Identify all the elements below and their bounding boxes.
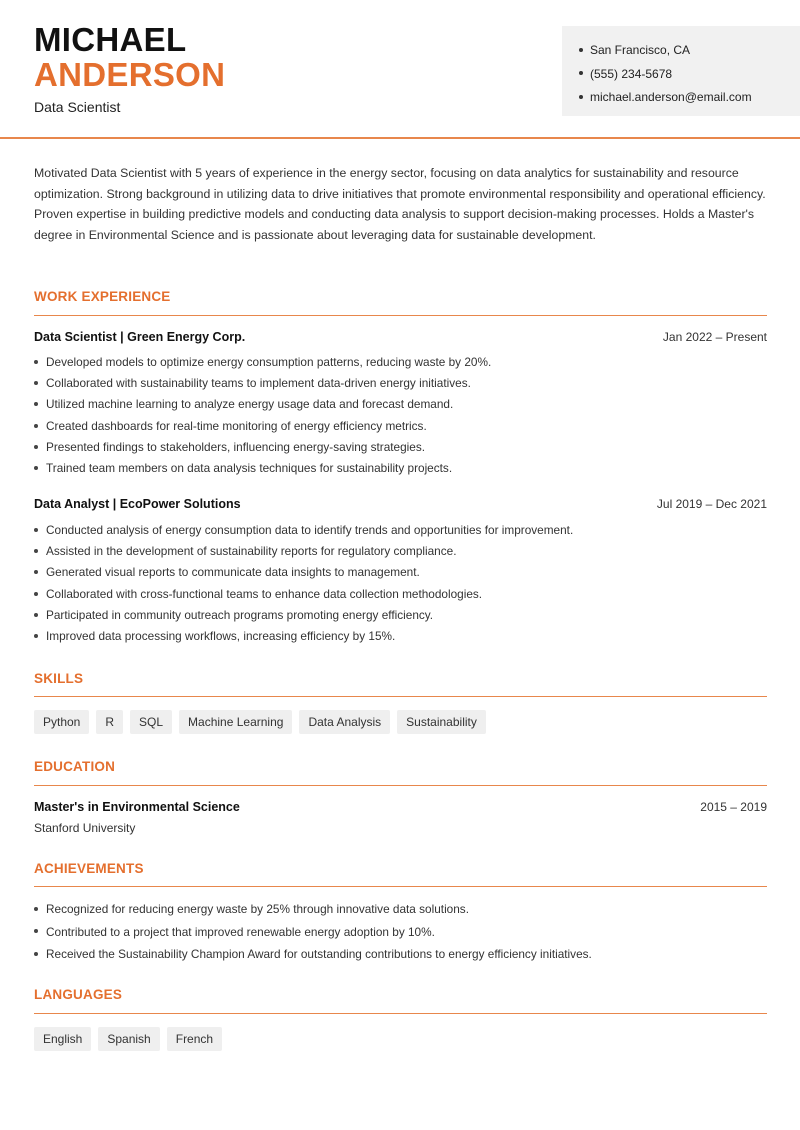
- bullet-icon: [34, 360, 38, 364]
- education-date: 2015 – 2019: [700, 800, 767, 814]
- contact-phone: (555) 234-5678: [579, 63, 752, 87]
- contact-email: michael.anderson@email.com: [579, 86, 752, 110]
- section-divider: [34, 1013, 767, 1014]
- list-item: Collaborated with cross-functional teams to enhance data collection methodologies.: [34, 584, 764, 605]
- section-divider: [34, 315, 767, 316]
- skill-tag: Python: [34, 710, 89, 734]
- skill-tag: R: [96, 710, 123, 734]
- job-bullets: [34, 520, 764, 647]
- section-title-achievements: ACHIEVEMENTS: [34, 861, 144, 876]
- resume-header: [0, 0, 800, 139]
- bullet-icon: [34, 952, 38, 956]
- list-item: Received the Sustainability Champion Award for outstanding contributions to energy efficiency initiatives.: [34, 943, 764, 966]
- list-item: Generated visual reports to communicate data insights to management.: [34, 562, 764, 583]
- list-item: Participated in community outreach programs promoting energy efficiency.: [34, 605, 764, 626]
- bullet-icon: [34, 929, 38, 933]
- skill-tag: Sustainability: [397, 710, 486, 734]
- job-role: Data Scientist: [34, 99, 121, 115]
- section-title-skills: SKILLS: [34, 671, 84, 686]
- degree-title: Master's in Environmental Science: [34, 800, 240, 814]
- job-date: Jul 2019 – Dec 2021: [656, 497, 767, 511]
- professional-summary: Motivated Data Scientist with 5 years of experience in the energy sector, focusing on data analytics for sustainability and resource optimization. Strong background in utilizing data to drive initiatives that promote environmental responsibility and operational efficiency. Proven expertise in building predictive models and conducting data analysis to support decision-making processes. Holds a Master's degree in Environmental Science and is passionate about leveraging data for sustainable development.: [34, 166, 766, 242]
- bullet-icon: [34, 907, 38, 911]
- bullet-icon: [579, 71, 583, 75]
- list-item: Collaborated with sustainability teams to implement data-driven energy initiatives.: [34, 373, 764, 394]
- section-title-languages: LANGUAGES: [34, 987, 123, 1002]
- bullet-icon: [34, 549, 38, 553]
- languages-list: [34, 1027, 222, 1051]
- bullet-icon: [34, 528, 38, 532]
- job-bullets: [34, 352, 764, 479]
- list-item: Utilized machine learning to analyze energy usage data and forecast demand.: [34, 394, 764, 415]
- language-tag: French: [167, 1027, 222, 1051]
- section-title-work: WORK EXPERIENCE: [34, 289, 171, 304]
- list-item: Developed models to optimize energy consumption patterns, reducing waste by 20%.: [34, 352, 764, 373]
- contact-location: San Francisco, CA: [579, 39, 752, 63]
- section-divider: [34, 785, 767, 786]
- candidate-name: [34, 22, 225, 92]
- section-title-education: EDUCATION: [34, 759, 116, 774]
- language-tag: Spanish: [98, 1027, 159, 1051]
- list-item: Conducted analysis of energy consumption data to identify trends and opportunities for improvement.: [34, 520, 764, 541]
- bullet-icon: [34, 592, 38, 596]
- bullet-icon: [34, 402, 38, 406]
- list-item: Trained team members on data analysis techniques for sustainability projects.: [34, 458, 764, 479]
- list-item: Recognized for reducing energy waste by 25% through innovative data solutions.: [34, 898, 764, 921]
- job-title: Data Analyst | EcoPower Solutions: [34, 497, 241, 511]
- skill-tag: Machine Learning: [179, 710, 292, 734]
- job-date: Jan 2022 – Present: [662, 330, 767, 344]
- language-tag: English: [34, 1027, 91, 1051]
- achievements-list: [34, 898, 764, 966]
- last-name: ANDERSON: [34, 56, 226, 93]
- first-name: MICHAEL: [34, 21, 187, 58]
- bullet-icon: [34, 570, 38, 574]
- bullet-icon: [579, 48, 583, 52]
- bullet-icon: [34, 613, 38, 617]
- list-item: Presented findings to stakeholders, influencing energy-saving strategies.: [34, 437, 764, 458]
- bullet-icon: [579, 95, 583, 99]
- skill-tag: SQL: [130, 710, 172, 734]
- job-title: Data Scientist | Green Energy Corp.: [34, 330, 246, 344]
- list-item: Improved data processing workflows, increasing efficiency by 15%.: [34, 626, 764, 647]
- bullet-icon: [34, 634, 38, 638]
- list-item: Created dashboards for real-time monitoring of energy efficiency metrics.: [34, 416, 764, 437]
- section-divider: [34, 696, 767, 697]
- bullet-icon: [34, 466, 38, 470]
- list-item: Contributed to a project that improved renewable energy adoption by 10%.: [34, 921, 764, 944]
- skill-tag: Data Analysis: [299, 710, 390, 734]
- bullet-icon: [34, 381, 38, 385]
- contact-box: [562, 26, 800, 116]
- bullet-icon: [34, 445, 38, 449]
- list-item: Assisted in the development of sustainability reports for regulatory compliance.: [34, 541, 764, 562]
- section-divider: [34, 886, 767, 887]
- skills-list: [34, 710, 486, 734]
- school-name: Stanford University: [34, 821, 136, 835]
- bullet-icon: [34, 424, 38, 428]
